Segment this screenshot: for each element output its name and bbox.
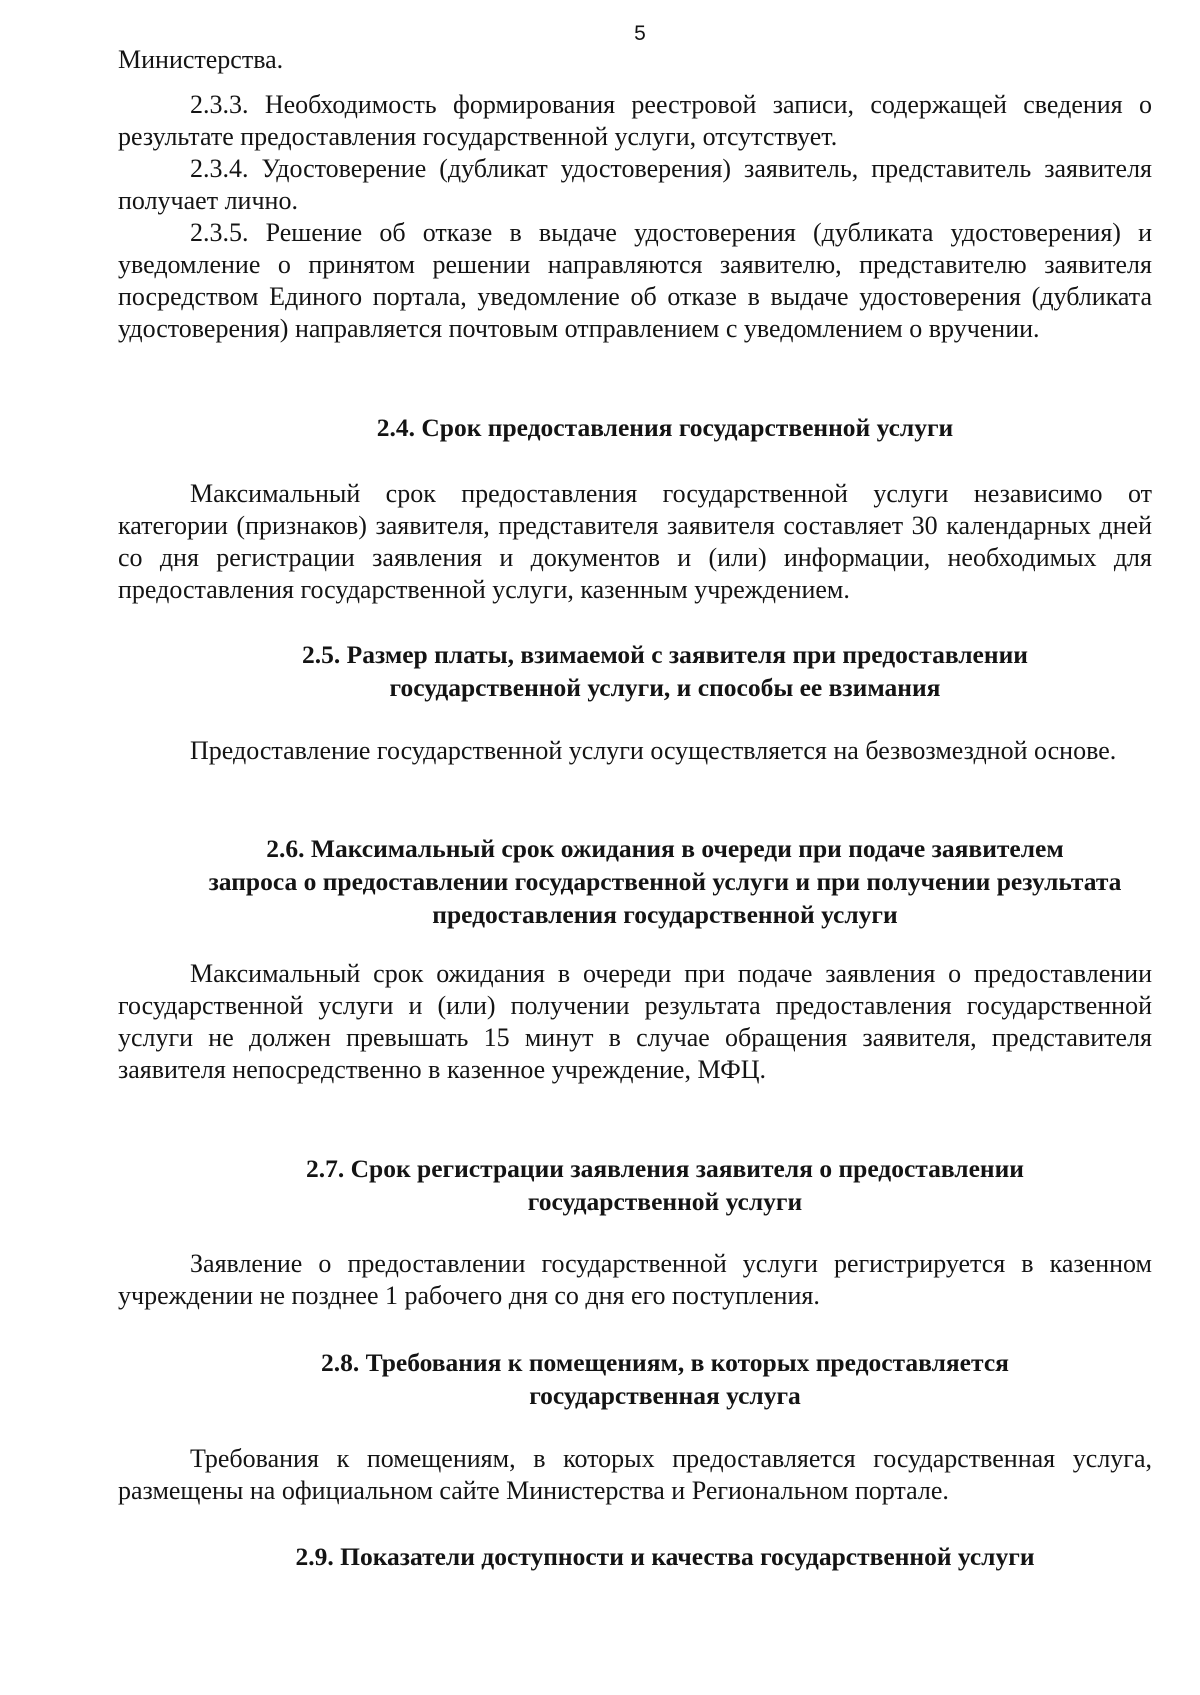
paragraph: 2.3.3. Необходимость формирования реестровой записи, содержащей сведения о результате предоставления государственной услуги, отсутствует. <box>118 90 1152 151</box>
heading-line: государственной услуги <box>527 1187 803 1216</box>
paragraph: Предоставление государственной услуги осуществляется на безвозмездной основе. <box>190 736 1117 765</box>
paragraph-2-5 <box>118 735 1152 767</box>
paragraph: Заявление о предоставлении государственной услуги регистрируется в казенном учреждении не позднее 1 рабочего дня со дня его поступления. <box>118 1249 1152 1310</box>
paragraph: Министерства. <box>118 45 284 74</box>
paragraph-2-4 <box>118 478 1152 606</box>
heading-line: 2.9. Показатели доступности и качества государственной услуги <box>295 1542 1035 1571</box>
section-heading-2-8 <box>118 1346 1152 1412</box>
heading-2-9-block <box>118 1540 1152 1573</box>
section-heading-2-4 <box>118 411 1152 444</box>
heading-line: запроса о предоставлении государственной услуги и при получении результата <box>208 867 1122 896</box>
heading-2-4-block <box>118 411 1152 444</box>
heading-line: 2.6. Максимальный срок ожидания в очереди при подаче заявителем <box>266 834 1064 863</box>
paragraph: Максимальный срок ожидания в очереди при подаче заявления о предоставлении государственной услуги и (или) получении результата предоставления государственной услуги не должен превышать 15 минут в случае обращения заявителя, представителя заявителя непосредственно в казенное учреждение, МФЦ. <box>118 959 1152 1084</box>
heading-line: государственной услуги, и способы ее взимания <box>389 673 941 702</box>
paragraph: 2.3.4. Удостоверение (дубликат удостоверения) заявитель, представитель заявителя получает лично. <box>118 154 1152 215</box>
paragraph-2-3-3 <box>118 89 1152 153</box>
paragraph-2-6 <box>118 958 1152 1086</box>
page-number: 5 <box>634 22 646 45</box>
section-heading-2-9 <box>118 1540 1152 1573</box>
heading-line: 2.4. Срок предоставления государственной услуги <box>376 413 954 442</box>
heading-2-6-block <box>118 832 1152 931</box>
paragraph: Максимальный срок предоставления государственной услуги независимо от категории (признаков) заявителя, представителя заявителя составляет 30 календарных дней со дня регистрации заявления и документов и (или) информации, необходимых для предоставления государственной услуги, казенным учреждением. <box>118 479 1152 604</box>
paragraph-2-8 <box>118 1443 1152 1507</box>
heading-line: государственная услуга <box>529 1381 801 1410</box>
paragraph-continuation <box>118 44 1152 76</box>
section-heading-2-5 <box>118 638 1152 704</box>
paragraph-2-3-5 <box>118 217 1152 345</box>
paragraph-2-3-4 <box>118 153 1152 217</box>
heading-line: 2.7. Срок регистрации заявления заявителя о предоставлении <box>305 1154 1024 1183</box>
paragraph: Требования к помещениям, в которых предоставляется государственная услуга, размещены на официальном сайте Министерства и Региональном портале. <box>118 1444 1152 1505</box>
heading-line: предоставления государственной услуги <box>432 900 898 929</box>
heading-line: 2.8. Требования к помещениям, в которых предоставляется <box>321 1348 1009 1377</box>
heading-2-5-block <box>118 638 1152 704</box>
heading-2-8-block <box>118 1346 1152 1412</box>
paragraph: 2.3.5. Решение об отказе в выдаче удостоверения (дубликата удостоверения) и уведомление о принятом решении направляются заявителю, представителю заявителя посредством Единого портала, уведомление об отказе в выдаче удостоверения (дубликата удостоверения) направляется почтовым отправлением с уведомлением о вручении. <box>118 218 1152 343</box>
heading-line: 2.5. Размер платы, взимаемой с заявителя при предоставлении <box>302 640 1028 669</box>
paragraph-2-7 <box>118 1248 1152 1312</box>
heading-2-7-block <box>118 1152 1152 1218</box>
section-heading-2-7 <box>118 1152 1152 1218</box>
section-heading-2-6 <box>118 832 1152 931</box>
